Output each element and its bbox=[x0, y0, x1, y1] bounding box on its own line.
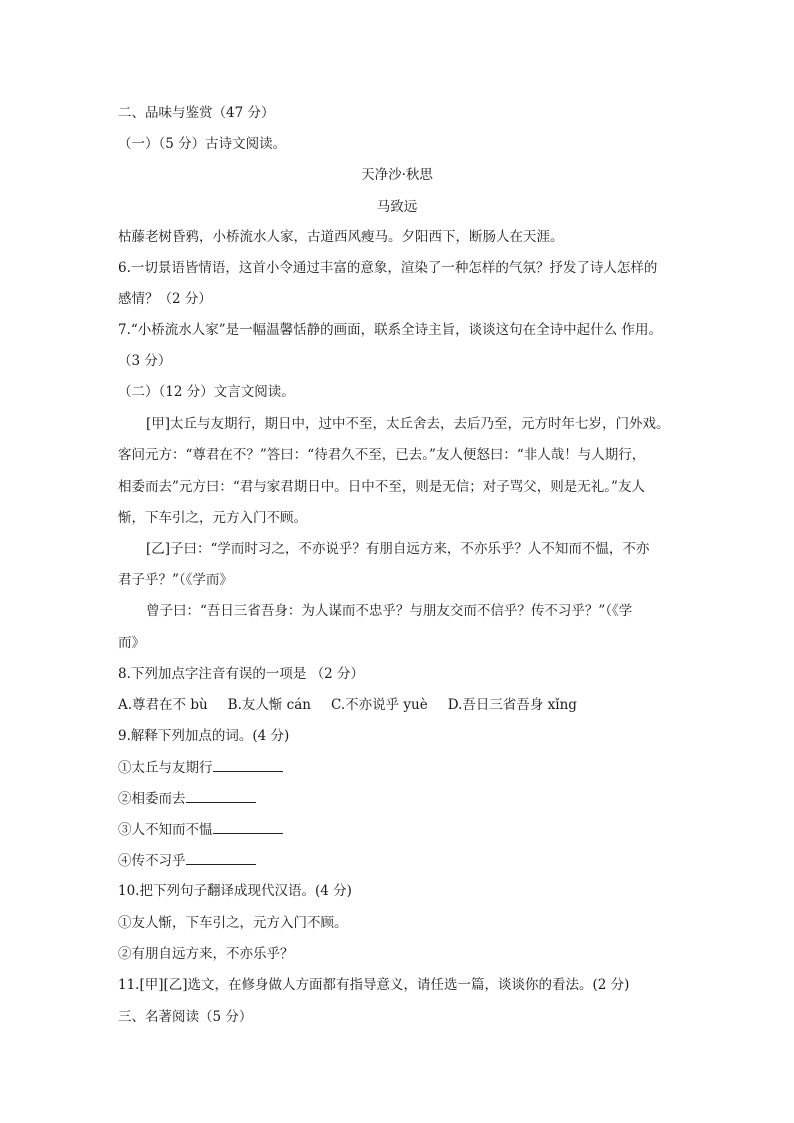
passage-yi-line-1: [乙]子曰：“学而时习之，不亦说乎？有朋自远方来，不亦乐乎？人不知而不愠，不亦 bbox=[146, 541, 650, 557]
answer-blank[interactable] bbox=[186, 850, 256, 865]
item-text: ①太丘与友期行 bbox=[118, 760, 213, 776]
item-text: ②相委而去 bbox=[118, 791, 186, 807]
question-10-item-1: ①友人惭，下车引之，元方入门不顾。 bbox=[118, 915, 348, 931]
answer-blank[interactable] bbox=[213, 819, 283, 834]
question-9-item-4 bbox=[118, 850, 678, 871]
question-9-item-3 bbox=[118, 819, 678, 840]
section-2-heading: 二、品味与鉴赏（47 分） bbox=[118, 105, 275, 121]
question-6-line-2: 感情？（2 分） bbox=[118, 291, 212, 307]
passage-zengzi-line-2: 而》 bbox=[118, 635, 145, 651]
question-8-options bbox=[118, 695, 678, 715]
question-7-line-2: （3 分） bbox=[118, 353, 172, 369]
option-d: D.吾日三省吾身 xǐng bbox=[447, 697, 577, 713]
answer-blank[interactable] bbox=[213, 757, 283, 772]
option-b: B.友人惭 cán bbox=[227, 697, 311, 713]
question-6-line-1: 6.一切景语皆情语，这首小令通过丰富的意象，渲染了一种怎样的气氛？抒发了诗人怎样的 bbox=[118, 260, 658, 276]
poem-text: 枯藤老树昏鸦，小桥流水人家，古道西风瘦马。夕阳西下，断肠人在天涯。 bbox=[118, 229, 564, 245]
question-9: 9.解释下列加点的词。(4 分) bbox=[118, 728, 290, 744]
item-text: ④传不习乎 bbox=[118, 853, 186, 869]
option-a: A.尊君在不 bù bbox=[118, 697, 208, 713]
passage-jia-line-4: 惭，下车引之，元方入门不顾。 bbox=[118, 510, 307, 526]
poem-author: 马致远 bbox=[376, 199, 418, 215]
question-9-item-2 bbox=[118, 788, 678, 809]
passage-jia-line-3: 相委而去”元方曰：“君与家君期日中。日中不至，则是无信；对子骂父，则是无礼。”友人 bbox=[118, 479, 645, 495]
passage-yi-line-2: 君子乎？”（《学而》 bbox=[118, 572, 233, 588]
question-8: 8.下列加点字注音有误的一项是 （2 分） bbox=[118, 666, 365, 682]
answer-blank[interactable] bbox=[186, 788, 256, 803]
item-text: ③人不知而不愠 bbox=[118, 822, 213, 838]
option-c: C.不亦说乎 yuè bbox=[330, 697, 428, 713]
question-10: 10.把下列句子翻译成现代汉语。(4 分) bbox=[118, 883, 352, 899]
part-1-heading: （一）（5 分）古诗文阅读。 bbox=[118, 136, 287, 152]
question-7-line-1: 7.“小桥流水人家”是一幅温馨恬静的画面，联系全诗主旨，谈谈这句在全诗中起什么 作用。 bbox=[118, 322, 662, 338]
section-3-heading: 三、名著阅读（5 分） bbox=[118, 1009, 253, 1025]
question-9-item-1 bbox=[118, 757, 678, 778]
passage-jia-line-1: [甲]太丘与友期行，期日中，过中不至，太丘舍去，去后乃至，元方时年七岁，门外戏。 bbox=[146, 416, 670, 432]
poem-title: 天净沙·秋思 bbox=[361, 167, 433, 183]
passage-jia-line-2: 客问元方：“尊君在不？”答曰：“待君久不至，已去。”友人便怒曰：“非人哉！与人期行， bbox=[118, 447, 646, 463]
passage-zengzi-line-1: 曾子曰：“吾日三省吾身：为人谋而不忠乎？与朋友交而不信乎？传不习乎？”（《学 bbox=[146, 603, 633, 619]
question-11: 11.[甲][乙]选文，在修身做人方面都有指导意义，请任选一篇，谈谈你的看法。(2 分) bbox=[118, 977, 630, 993]
part-2-heading: （二）（12 分）文言文阅读。 bbox=[118, 384, 295, 400]
question-10-item-2: ②有朋自远方来，不亦乐乎？ bbox=[118, 946, 294, 962]
